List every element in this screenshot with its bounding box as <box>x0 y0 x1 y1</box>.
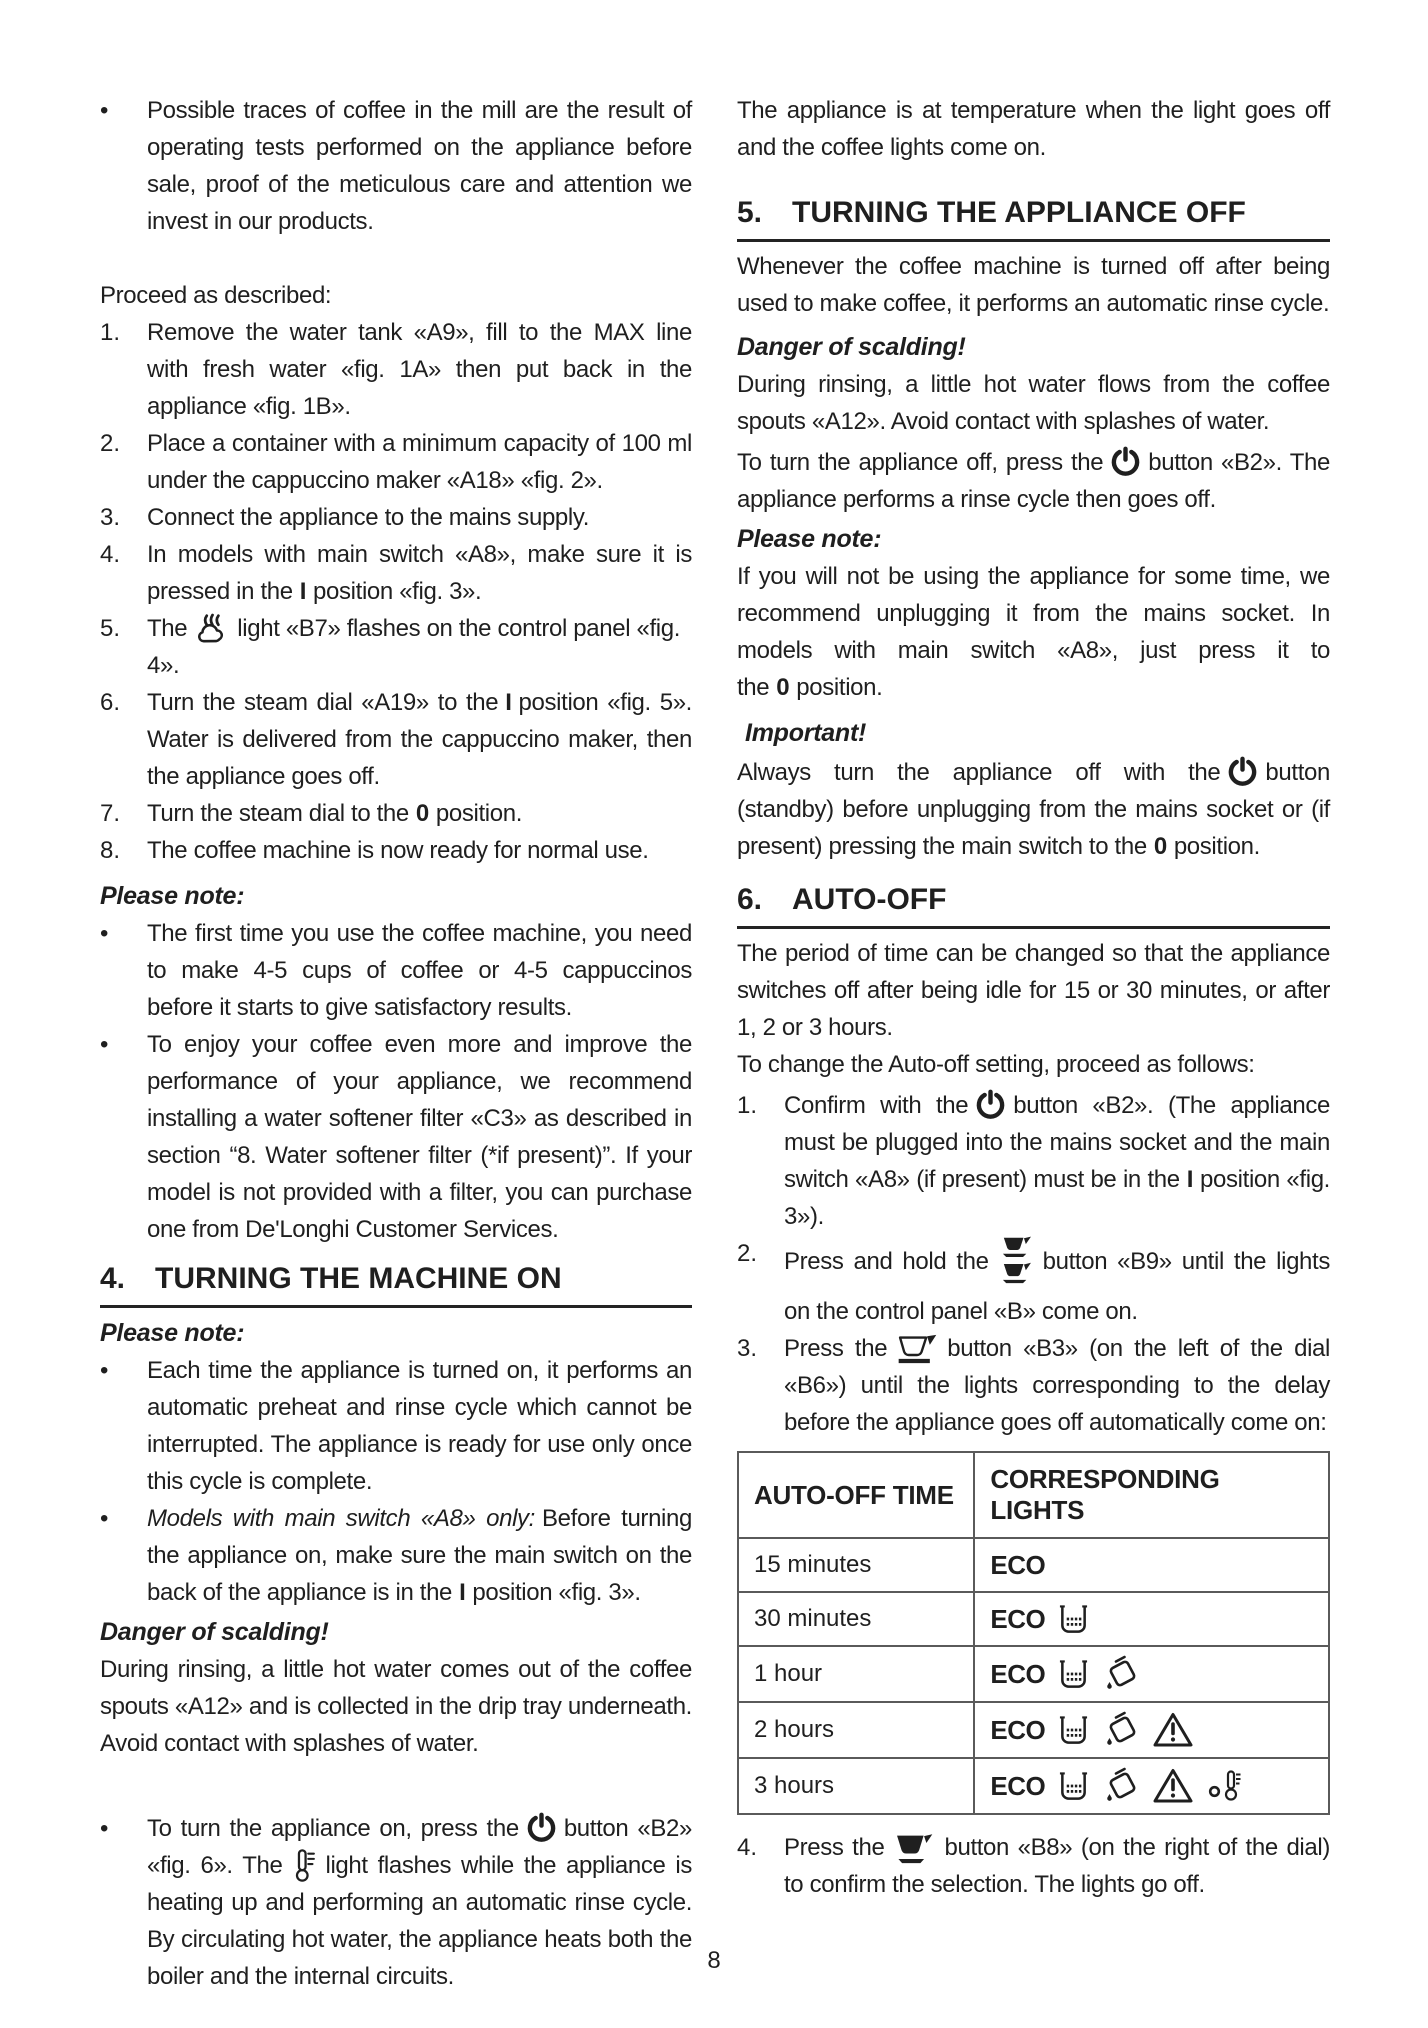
note-bullet <box>100 1500 692 1611</box>
bullet-marker: • <box>100 920 109 947</box>
important-segment: button (standby) before unplugging from the mains socket or (if present) pressing the main switch to the <box>737 759 1330 860</box>
temperature-paragraph: The appliance is at temperature when the light goes off and the coffee lights come on. <box>737 97 1330 161</box>
note-text-segment: Before turning the appliance on, make sure the main switch on the back of the appliance is in the <box>147 1505 693 1606</box>
turn-off-segment: To turn the appliance off, press the <box>737 449 1104 476</box>
water-tank-icon <box>1057 1659 1090 1690</box>
water-tank-icon <box>1057 1604 1090 1635</box>
note-bullet <box>100 1352 692 1500</box>
switch-position-label: 0 <box>776 674 790 701</box>
list-number: 6. <box>100 689 121 716</box>
auto-off-time: 15 minutes <box>738 1538 974 1592</box>
step-4 <box>100 536 692 610</box>
section5-paragraph: Whenever the coffee machine is turned off after being used to make coffee, it performs an automatic rinse cycle. <box>737 253 1330 317</box>
auto-off-time: 2 hours <box>738 1702 974 1758</box>
eco-label: ECO <box>990 1714 1046 1745</box>
eco-label: ECO <box>990 1658 1046 1689</box>
single-cup-filled-icon <box>892 1832 936 1865</box>
note-bullet-text: The first time you use the coffee machine, you need to make 4-5 cups of coffee or 4-5 cappuccinos before it starts to give satisfactory results. <box>147 920 692 1021</box>
step-text: The coffee machine is now ready for normal use. <box>147 837 649 864</box>
list-number: 1. <box>100 319 121 346</box>
step-text-segment: Turn the steam dial «A19» to the <box>147 689 499 716</box>
left-column <box>100 92 692 1995</box>
section-heading-6 <box>737 883 1330 929</box>
important-segment: Always turn the appliance off with the <box>737 759 1221 786</box>
list-number: 3. <box>100 504 121 531</box>
table-header-time: AUTO-OFF TIME <box>738 1452 974 1538</box>
step-text-segment: Confirm with the <box>784 1092 969 1119</box>
auto-off-time: 1 hour <box>738 1646 974 1702</box>
note-italic-segment: Models with main switch «A8» only: <box>147 1505 535 1532</box>
auto-step-1 <box>737 1087 1330 1235</box>
descale-icon <box>1102 1711 1140 1749</box>
note-text-segment: position. <box>796 674 883 701</box>
step-5 <box>100 610 692 684</box>
turn-on-segment: button «B2» «fig. 6». The <box>147 1815 692 1879</box>
step-text-segment: position «fig. 3»). <box>784 1166 1330 1230</box>
note-bullet-text: Each time the appliance is turned on, it performs an automatic preheat and rinse cycle which cannot be interrupted. The appliance is ready for use only once this cycle is complete. <box>147 1357 692 1495</box>
intro-bullet-text: Possible traces of coffee in the mill are the result of operating tests performed on the appliance before sale, proof of the meticulous care and attention we invest in our products. <box>147 97 692 235</box>
step-text <box>784 1087 1330 1235</box>
double-cup-icon <box>997 1235 1035 1293</box>
step-text-segment: Turn the steam dial to the <box>147 800 409 827</box>
note-bullet-text: To enjoy your coffee even more and improve the performance of your appliance, we recommend installing a water softener filter «C3» as described in section “8. Water softener filter (*if present)”. If your model is not provided with a filter, you can purchase one from De'Longhi Customer Services. <box>147 1031 692 1243</box>
note-bullet <box>100 915 692 1026</box>
bullet-marker: • <box>100 1505 109 1532</box>
note-text-segment: If you will not be using the appliance for some time, we recommend unplugging it from the mains socket. In models with main switch «A8», just press it to the <box>737 563 1330 701</box>
table-header-lights: CORRESPONDING LIGHTS <box>974 1452 1329 1538</box>
switch-position-label: I <box>459 1579 466 1606</box>
list-number: 2. <box>100 430 121 457</box>
step-text <box>147 795 692 832</box>
bullet-marker: • <box>100 1815 109 1842</box>
eco-label: ECO <box>990 1770 1046 1801</box>
auto-off-paragraph: To change the Auto-off setting, proceed as follows: <box>737 1051 1255 1078</box>
note-text-segment: position «fig. 3». <box>472 1579 641 1606</box>
danger-text: During rinsing, a little hot water flows from the coffee spouts «A12». Avoid contact with splashes of water. <box>737 371 1330 435</box>
list-number: 8. <box>100 837 121 864</box>
power-icon <box>526 1812 557 1843</box>
step-text-segment: position «fig. 5». Water is delivered from the cappuccino maker, then the appliance goes off. <box>147 689 692 790</box>
switch-position-label: I <box>1186 1166 1194 1193</box>
step-text: Place a container with a minimum capacity of 100 ml under the cappuccino maker «A18» «fig. 2». <box>147 430 692 494</box>
step-text-segment: button «B2». (The appliance must be plugged into the mains socket and the main switch «A8» (if present) must be in the <box>784 1092 1330 1193</box>
step-text: Connect the appliance to the mains supply. <box>147 504 590 531</box>
turn-off-paragraph <box>737 444 1330 518</box>
step-text-segment: light «B7» flashes on the control panel «fig. 4». <box>147 615 681 679</box>
list-number: 4. <box>100 541 121 568</box>
bullet-marker: • <box>100 1031 109 1058</box>
section-title: TURNING THE MACHINE ON <box>155 1262 562 1295</box>
bullet-marker: • <box>100 1357 109 1384</box>
water-tank-icon <box>1057 1771 1090 1802</box>
step-8 <box>100 832 692 869</box>
power-icon <box>975 1089 1006 1120</box>
turn-on-segment: To turn the appliance on, press the <box>147 1815 519 1842</box>
step-6 <box>100 684 692 795</box>
switch-position-label: 0 <box>1153 833 1167 860</box>
table-row <box>738 1538 1329 1592</box>
danger-text: During rinsing, a little hot water comes out of the coffee spouts «A12» and is collected in the drip tray underneath. Avoid contact with splashes of water. <box>100 1656 692 1757</box>
water-tank-icon <box>1057 1715 1090 1746</box>
turn-off-segment: button «B2». The appliance performs a rinse cycle then goes off. <box>737 449 1330 513</box>
right-column <box>737 92 1330 1903</box>
section-number: 6. <box>737 883 763 916</box>
auto-off-time: 3 hours <box>738 1758 974 1814</box>
power-icon <box>1110 446 1141 477</box>
turn-on-segment: light flashes while the appliance is heating up and performing an automatic rinse cycle. By circulating hot water, the appliance heats both the boiler and the internal circuits. <box>147 1852 692 1990</box>
step-text-segment: position «fig. 3». <box>313 578 482 605</box>
section-number: 5. <box>737 196 763 229</box>
power-icon <box>1227 756 1258 787</box>
important-segment: position. <box>1173 833 1260 860</box>
step-text-segment: button «B8» (on the right of the dial) to confirm the selection. The lights go off. <box>784 1834 1330 1898</box>
eco-label: ECO <box>990 1603 1046 1634</box>
table-row <box>738 1592 1329 1646</box>
corresponding-lights <box>974 1538 1329 1592</box>
step-text-segment: In models with main switch «A8», make sure it is pressed in the <box>147 541 692 605</box>
note-bullet <box>100 1026 692 1248</box>
temp-thermometer-icon <box>1206 1768 1246 1804</box>
note-bullet-text <box>147 1500 692 1611</box>
step-2 <box>100 425 692 499</box>
step-text <box>147 610 692 684</box>
table-row <box>738 1758 1329 1814</box>
corresponding-lights <box>974 1758 1329 1814</box>
please-note-heading: Please note: <box>100 882 245 910</box>
switch-position-label: I <box>299 578 307 605</box>
list-number: 2. <box>737 1240 758 1267</box>
auto-off-paragraph: The period of time can be changed so that the appliance switches off after being idle for 15 or 30 minutes, or after 1, 2 or 3 hours. <box>737 940 1330 1041</box>
list-number: 4. <box>737 1834 758 1861</box>
section-heading-5 <box>737 196 1330 242</box>
danger-heading: Danger of scalding! <box>100 1618 329 1646</box>
page-number: 8 <box>707 1947 721 1974</box>
section-title: AUTO-OFF <box>792 883 947 916</box>
step-3 <box>100 499 692 536</box>
bullet-marker: • <box>100 97 109 124</box>
single-cup-outline-icon <box>895 1333 939 1366</box>
list-number: 1. <box>737 1092 758 1119</box>
eco-label: ECO <box>990 1549 1046 1580</box>
intro-bullet <box>100 92 692 240</box>
corresponding-lights <box>974 1646 1329 1702</box>
please-note-heading: Please note: <box>100 1319 245 1347</box>
step-text-segment: Press the <box>784 1834 885 1861</box>
table-row <box>738 1702 1329 1758</box>
list-number: 5. <box>100 615 121 642</box>
step-1 <box>100 314 692 425</box>
auto-step-4 <box>737 1829 1330 1903</box>
step-text <box>147 536 692 610</box>
section-title: TURNING THE APPLIANCE OFF <box>792 196 1246 229</box>
thermometer-icon <box>291 1848 316 1882</box>
table-header-row <box>738 1452 1329 1538</box>
step-text-segment: position. <box>435 800 523 827</box>
table-row <box>738 1646 1329 1702</box>
important-paragraph <box>737 754 1330 865</box>
auto-step-3 <box>737 1330 1330 1441</box>
step-text-segment: button «B3» (on the left of the dial «B6») until the lights corresponding to the delay before the appliance goes off automatically come on: <box>784 1335 1330 1436</box>
step-text-segment: button «B9» until the lights on the control panel «B» come on. <box>784 1248 1330 1325</box>
list-number: 3. <box>737 1335 758 1362</box>
auto-step-2 <box>737 1235 1330 1330</box>
switch-position-label: I <box>505 689 512 716</box>
step-text-segment: The <box>147 615 188 642</box>
section-number: 4. <box>100 1262 126 1295</box>
section-heading-4 <box>100 1262 692 1308</box>
note-paragraph <box>737 558 1330 706</box>
corresponding-lights <box>974 1592 1329 1646</box>
switch-position-label: 0 <box>415 800 429 827</box>
step-text: Remove the water tank «A9», fill to the MAX line with fresh water «fig. 1A» then put back in the appliance «fig. 1B». <box>147 319 692 420</box>
step-text <box>784 1235 1330 1330</box>
auto-off-table <box>737 1451 1330 1815</box>
step-text <box>147 684 692 795</box>
step-text <box>784 1829 1330 1903</box>
descale-icon <box>1102 1767 1140 1805</box>
warning-icon <box>1152 1711 1194 1749</box>
list-number: 7. <box>100 800 121 827</box>
danger-heading: Danger of scalding! <box>737 333 966 361</box>
auto-off-time: 30 minutes <box>738 1592 974 1646</box>
steam-icon <box>194 613 230 645</box>
step-7 <box>100 795 692 832</box>
step-text-segment: Press and hold the <box>784 1248 989 1275</box>
corresponding-lights <box>974 1702 1329 1758</box>
descale-icon <box>1102 1655 1140 1693</box>
warning-icon <box>1152 1767 1194 1805</box>
important-heading: Important! <box>745 719 867 747</box>
proceed-label: Proceed as described: <box>100 282 332 309</box>
step-text <box>784 1330 1330 1441</box>
step-text-segment: Press the <box>784 1335 888 1362</box>
please-note-heading: Please note: <box>737 525 882 553</box>
